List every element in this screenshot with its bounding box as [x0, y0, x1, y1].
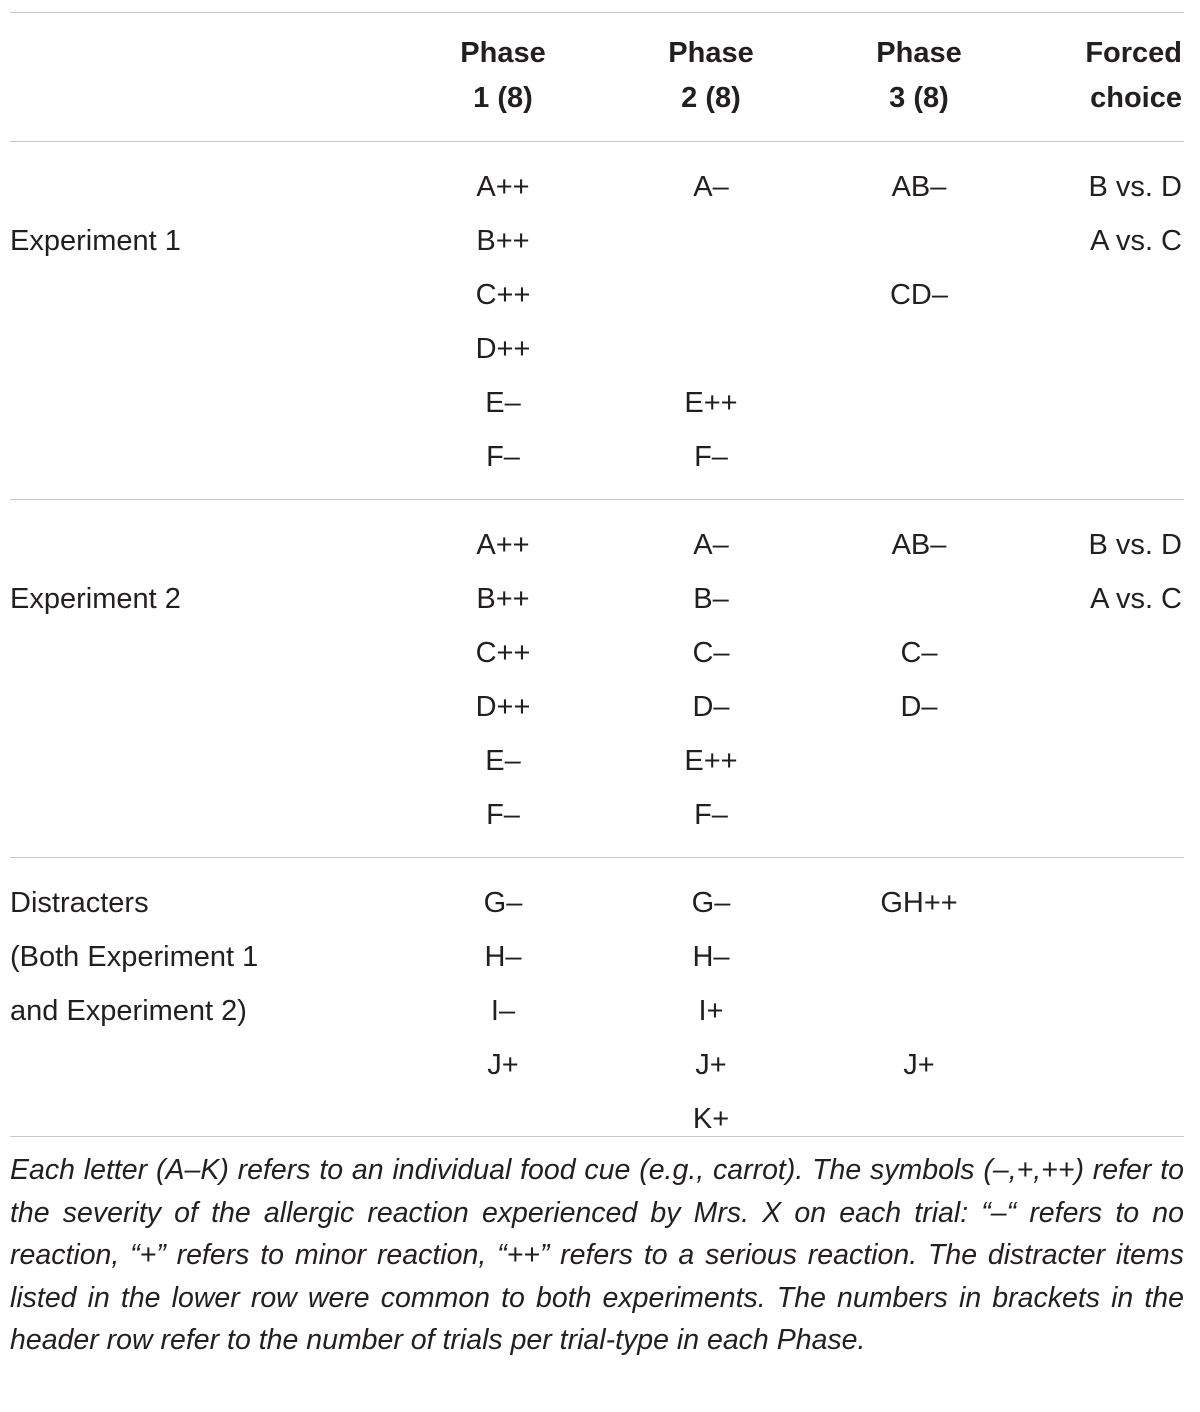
row-label-cell: Distracters [10, 858, 399, 931]
table-row [10, 572, 1184, 626]
row-label-cell [10, 788, 399, 858]
header-line: 1 (8) [473, 82, 533, 114]
header-line: Forced [1085, 37, 1182, 69]
table-row [10, 984, 1184, 1038]
row-label-cell [10, 322, 399, 376]
header-cell-phase-3 [815, 13, 1023, 142]
phase-1-cell: F– [486, 441, 520, 473]
phase-3-cell [815, 376, 1023, 430]
header-row [10, 13, 1184, 142]
forced-choice-cell [1023, 858, 1184, 931]
header-cell-phase-2 [607, 13, 815, 142]
phase-2-cell: F– [694, 441, 728, 473]
header-line: Phase [668, 37, 754, 69]
group-experiment-2 [10, 500, 1184, 858]
header-line: 3 (8) [889, 82, 949, 114]
header-line: 2 (8) [681, 82, 741, 114]
phase-3-cell: AB– [815, 500, 1023, 573]
phase-3-cell [815, 984, 1023, 1038]
phase-1-cell: E– [485, 745, 521, 777]
forced-choice-cell [1023, 734, 1184, 788]
table-row [10, 930, 1184, 984]
table-row [10, 214, 1184, 268]
row-label-cell [10, 680, 399, 734]
table-row [10, 788, 1184, 858]
phase-3-cell: AB– [891, 171, 947, 203]
forced-choice-cell: A vs. C [1090, 225, 1182, 257]
phase-1-cell: A++ [399, 500, 607, 573]
phase-2-cell [607, 322, 815, 376]
row-label-cell [10, 376, 399, 430]
header-line: choice [1090, 82, 1182, 114]
phase-1-cell: F– [486, 799, 520, 831]
table-footnote: Each letter (A–K) refers to an individual food cue (e.g., carrot). The symbols (–,+,++) refer to the severity of the allergic reaction experienced by Mrs. X on each trial: “–“ refers to no reaction, “+” refers to minor reaction, “++” refers to a serious reaction. The distracter items listed in the lower row were common to both experiments. The numbers in brackets in the header row refer to the number of trials per trial-type in each Phase. [10, 1136, 1184, 1362]
phase-1-cell: B++ [476, 583, 530, 615]
forced-choice-cell [1023, 322, 1184, 376]
header-line: Phase [876, 37, 962, 69]
phase-3-cell [815, 930, 1023, 984]
row-label-cell [10, 500, 399, 573]
phase-3-cell: D– [900, 691, 938, 723]
phase-2-cell: D– [692, 691, 730, 723]
table-row [10, 142, 1184, 215]
phase-1-cell: H– [484, 941, 522, 973]
phase-2-cell [607, 214, 815, 268]
phase-3-cell [815, 430, 1023, 500]
row-label-cell [10, 142, 399, 215]
header-cell-phase-1 [399, 13, 607, 142]
trial-design-table-container [10, 12, 1184, 1161]
header-line: Phase [460, 37, 546, 69]
phase-3-cell [815, 322, 1023, 376]
group-distracters [10, 858, 1184, 1162]
forced-choice-cell [1023, 268, 1184, 322]
table-header [10, 13, 1184, 142]
table-row [10, 430, 1184, 500]
phase-3-cell: J+ [903, 1049, 935, 1081]
group-experiment-1 [10, 142, 1184, 500]
phase-2-cell: C– [692, 637, 730, 669]
phase-3-cell: CD– [889, 279, 948, 311]
table-row [10, 268, 1184, 322]
forced-choice-cell [1023, 430, 1184, 500]
forced-choice-cell [1023, 788, 1184, 858]
phase-2-cell: E++ [684, 387, 738, 419]
phase-2-cell: F– [694, 799, 728, 831]
row-label-cell: and Experiment 2) [10, 995, 247, 1027]
row-label-cell: (Both Experiment 1 [10, 941, 259, 973]
phase-1-cell: G– [399, 858, 607, 931]
header-cell-empty [10, 13, 399, 142]
forced-choice-cell [1023, 376, 1184, 430]
forced-choice-cell [1023, 626, 1184, 680]
forced-choice-cell [1023, 984, 1184, 1038]
table-row [10, 680, 1184, 734]
table-row [10, 626, 1184, 680]
phase-1-cell: B++ [476, 225, 530, 257]
phase-2-cell: E++ [684, 745, 738, 777]
phase-1-cell: J+ [487, 1049, 519, 1081]
table-row [10, 500, 1184, 573]
phase-2-cell: A– [607, 500, 815, 573]
forced-choice-cell: B vs. D [1088, 171, 1182, 203]
phase-2-cell: B– [693, 583, 729, 615]
phase-2-cell: K+ [692, 1103, 730, 1135]
trial-design-table [10, 12, 1184, 1161]
phase-3-cell: GH++ [815, 858, 1023, 931]
row-label-cell [10, 1038, 399, 1092]
row-label-cell [10, 734, 399, 788]
row-label-cell: Experiment 2 [10, 583, 181, 615]
phase-2-cell: H– [692, 941, 730, 973]
phase-1-cell: C++ [475, 637, 531, 669]
phase-3-cell [815, 214, 1023, 268]
row-label-cell [10, 268, 399, 322]
phase-1-cell: I– [490, 995, 516, 1027]
forced-choice-cell [1023, 930, 1184, 984]
phase-1-cell: D++ [475, 333, 531, 365]
phase-1-cell: C++ [475, 279, 531, 311]
phase-2-cell: G– [607, 858, 815, 931]
table-row [10, 858, 1184, 931]
phase-2-cell: A– [693, 171, 729, 203]
row-label-cell: Experiment 1 [10, 225, 181, 257]
phase-3-cell [815, 572, 1023, 626]
row-label-cell [10, 430, 399, 500]
row-label-cell [10, 626, 399, 680]
phase-1-cell: D++ [475, 691, 531, 723]
table-row [10, 376, 1184, 430]
phase-2-cell: J+ [695, 1049, 727, 1081]
forced-choice-cell [1023, 680, 1184, 734]
table-row [10, 734, 1184, 788]
phase-2-cell: I+ [698, 995, 724, 1027]
phase-1-cell: A++ [476, 171, 530, 203]
forced-choice-cell: B vs. D [1023, 500, 1184, 573]
phase-1-cell: E– [485, 387, 521, 419]
phase-3-cell [815, 734, 1023, 788]
phase-3-cell: C– [900, 637, 938, 669]
phase-2-cell [607, 268, 815, 322]
table-row [10, 322, 1184, 376]
table-row [10, 1038, 1184, 1092]
header-cell-forced-choice [1023, 13, 1184, 142]
forced-choice-cell [1023, 1038, 1184, 1092]
forced-choice-cell: A vs. C [1090, 583, 1182, 615]
phase-3-cell [815, 788, 1023, 858]
